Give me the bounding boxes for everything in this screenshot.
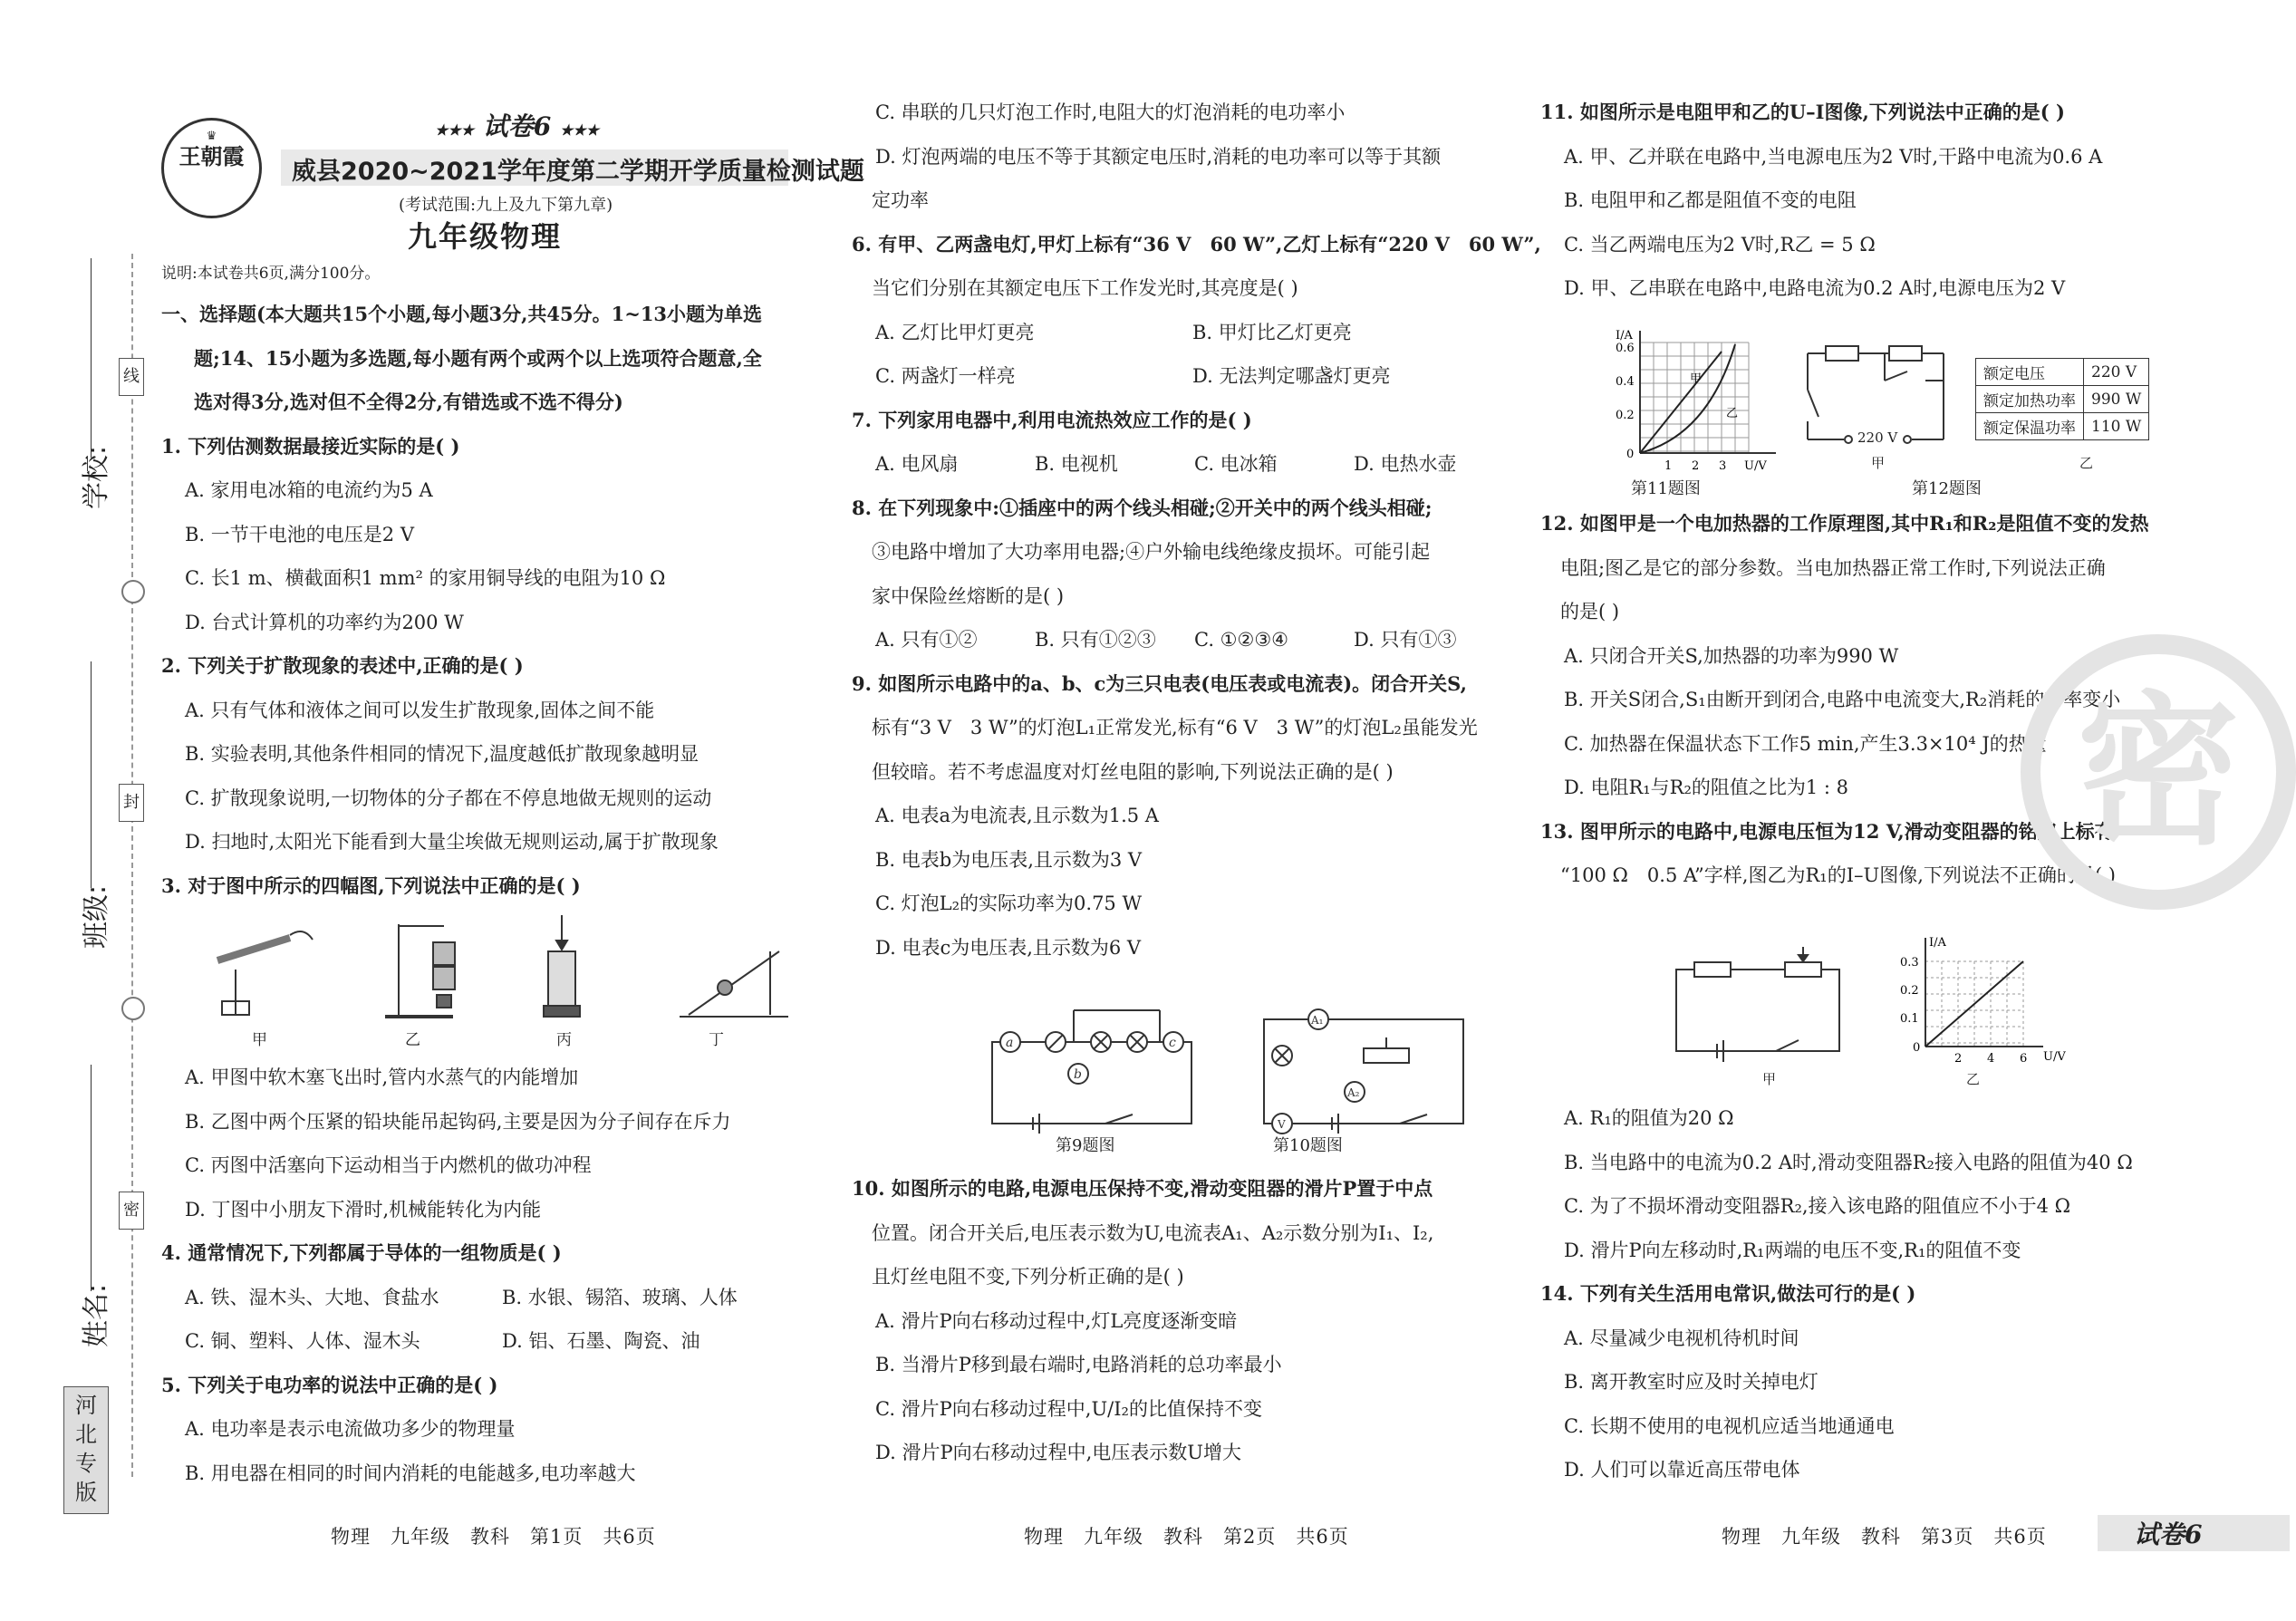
answer-option: C. 两盏灯一样亮 [875, 365, 1016, 387]
answer-option: B. 当滑片P移到最右端时,电路消耗的总功率最小 [875, 1354, 1282, 1375]
province-char: 北 [75, 1422, 97, 1447]
answer-option: C. 灯泡L₂的实际功率为0.75 W [875, 893, 1143, 914]
answer-option: A. 尽量减少电视机待机时间 [1564, 1327, 1799, 1349]
fig13-ylabel: I/A [1929, 936, 1946, 950]
fig12-sub-yi: 乙 [2079, 455, 2094, 471]
svg-text:A₁: A₁ [1311, 1014, 1324, 1027]
q3-caption-yi: 乙 [405, 1031, 420, 1049]
answer-option: C. 电冰箱 [1194, 453, 1278, 475]
column-2-continued [852, 1167, 1513, 1475]
answer-option: B. 水银、锡箔、玻璃、人体 [502, 1286, 738, 1308]
answer-option-row [852, 354, 1513, 399]
parameter-cell: 220 V [2084, 359, 2149, 386]
answer-option: C. ①②③④ [1194, 629, 1288, 651]
column-1-continued [161, 1056, 823, 1495]
fig13-iu-graph [1900, 936, 2066, 1066]
answer-option: A. 甲、乙并联在电路中,当电源电压为2 V时,干路中电流为0.6 A [1564, 145, 2103, 168]
parameter-cell: 额定保温功率 [1976, 413, 2084, 440]
brand-logo-text: 王朝霞 [178, 143, 245, 169]
circuit-fig10 [1264, 1009, 1463, 1134]
section-heading: 一、选择题(本大题共15个小题,每小题3分,共45分。1~13小题为单选 [161, 303, 763, 325]
province-char: 河 [75, 1393, 97, 1418]
answer-option: A. 只闭合开关S,加热器的功率为990 W [1564, 644, 1899, 667]
answer-option-row [852, 311, 1513, 355]
fig13-ytick: 0.3 [1900, 956, 1919, 970]
answer-option-row [852, 618, 1513, 662]
fig11-ytick: 0.2 [1616, 409, 1635, 422]
answer-option: A. 电表a为电流表,且示数为1.5 A [875, 805, 1159, 826]
parameter-cell: 110 W [2084, 413, 2149, 440]
fig11-label-jia: 甲 [1690, 372, 1703, 386]
answer-option: D. 滑片P向右移动过程中,电压表示数U增大 [875, 1442, 1241, 1463]
svg-text:b: b [1074, 1067, 1082, 1082]
question-stem: 12. 如图甲是一个电加热器的工作原理图,其中R₁和R₂是阻值不变的发热 [1540, 512, 2149, 535]
fig11-label-yi: 乙 [1726, 407, 1739, 420]
fig11-xtick: 1 [1664, 459, 1673, 473]
fig11-curve-yi [1640, 344, 1735, 453]
fig11-ui-graph [1599, 326, 1790, 485]
svg-text:a: a [1006, 1036, 1014, 1050]
column-1 [161, 293, 823, 908]
question-stem-continued: 位置。闭合开关后,电压表示数为U,电流表A₁、A₂示数分别为I₁、I₂, [872, 1221, 1434, 1244]
question-stem-continued: “100 Ω 0.5 A”字样,图乙为R₁的I–U图像,下列说法不正确的是( ) [1560, 864, 2116, 886]
answer-option: A. 家用电冰箱的电流约为5 A [185, 479, 433, 501]
fig13-xtick: 2 [1954, 1052, 1963, 1066]
svg-text:A₂: A₂ [1347, 1086, 1360, 1099]
answer-option: D. 台式计算机的功率约为200 W [185, 611, 464, 633]
fig9-caption: 第9题图 [1056, 1136, 1115, 1155]
answer-option: A. R₁的阻值为20 Ω [1564, 1107, 1734, 1129]
answer-option: B. 一节干电池的电压是2 V [185, 523, 414, 545]
page-footer-2: 物理 九年级 教科 第2页 共6页 [1024, 1526, 1349, 1548]
exam-scope: (考试范围:九上及九下第九章) [399, 196, 613, 215]
question-stem: 2. 下列关于扩散现象的表述中,正确的是( ) [161, 654, 524, 677]
answer-option: B. 用电器在相同的时间内消耗的电能越多,电功率越大 [185, 1462, 636, 1484]
fig13-sub-yi: 乙 [1966, 1071, 1981, 1087]
fig11-xlabel: U/V [1744, 459, 1767, 473]
fig11-ytick: 0 [1626, 448, 1635, 461]
answer-option: B. 乙图中两个压紧的铅块能吊起钩码,主要是因为分子间存在斥力 [185, 1110, 731, 1133]
fig13-ytick: 0 [1913, 1041, 1921, 1055]
parameter-cell: 额定电压 [1976, 359, 2084, 386]
answer-option-row [161, 1276, 823, 1320]
fig11-xtick: 3 [1719, 459, 1727, 473]
fig12-caption: 第12题图 [1912, 479, 1982, 498]
answer-option: A. 滑片P向右移动过程中,灯L亮度逐渐变暗 [875, 1309, 1238, 1332]
section-heading: 选对得3分,选对但不全得2分,有错选或不选不得分) [194, 391, 623, 413]
column-2 [852, 91, 1541, 970]
class-blank-line [91, 661, 92, 888]
question-stem: 3. 对于图中所示的四幅图,下列说法中正确的是( ) [161, 873, 581, 897]
binding-dash-line [131, 254, 133, 1477]
answer-option: B. 实验表明,其他条件相同的情况下,温度越低扩散现象越明显 [185, 743, 699, 765]
answer-option: D. 丁图中小朋友下滑时,机械能转化为内能 [185, 1198, 542, 1221]
answer-option: D. 电表c为电压表,且示数为6 V [875, 936, 1142, 959]
column-3 [1540, 91, 2229, 311]
question-stem: 6. 有甲、乙两盏电灯,甲灯上标有“36 V 60 W”,乙灯上标有“220 V 60 W”, [852, 232, 1541, 256]
fig11-xtick: 2 [1692, 459, 1700, 473]
answer-option: D. 只有①③ [1354, 629, 1457, 651]
subject-title: 九年级物理 [408, 219, 563, 254]
question-stem-continued: 标有“3 V 3 W”的灯泡L₁正常发光,标有“6 V 3 W”的灯泡L₂虽能发光 [872, 717, 1478, 738]
parameter-cell: 额定加热功率 [1976, 386, 2084, 413]
question-stem-continued: 当它们分别在其额定电压下工作发光时,其亮度是( ) [872, 277, 1298, 299]
answer-option: A. 铁、湿木头、大地、食盐水 [185, 1286, 439, 1308]
brand-logo [161, 118, 262, 218]
answer-option: D. 扫地时,太阳光下能看到大量尘埃做无规则运动,属于扩散现象 [185, 831, 719, 853]
answer-option: C. 加热器在保温状态下工作5 min,产生3.3×10⁴ J的热量 [1564, 732, 2047, 755]
question-stem-continued: 的是( ) [1560, 601, 1620, 622]
seal-mark-seal: 封 [119, 784, 144, 822]
answer-option: C. 丙图中活塞向下运动相当于内燃机的做功冲程 [185, 1154, 592, 1176]
answer-option: C. 为了不损坏滑动变阻器R₂,接入该电路的阻值应不小于4 Ω [1564, 1195, 2071, 1217]
fig13-xtick: 6 [2020, 1052, 2028, 1066]
question-stem: 1. 下列估测数据最接近实际的是( ) [161, 434, 460, 458]
question-stem-continued: 定功率 [872, 189, 929, 211]
crown-icon: ♛ [206, 130, 217, 143]
star-icon: ★★★ [435, 121, 475, 139]
fig13-sub-jia: 甲 [1762, 1071, 1777, 1087]
answer-option: C. 串联的几只灯泡工作时,电阻大的灯泡消耗的电功率小 [875, 101, 1346, 123]
answer-option: D. 电热水壶 [1354, 453, 1457, 475]
binding-hole-icon [121, 580, 145, 603]
figure-jia-test-tube [217, 931, 313, 1015]
answer-option: A. 只有①② [875, 629, 978, 651]
fig11-ytick: 0.6 [1616, 342, 1635, 355]
corner-tag: 试卷6 [2134, 1520, 2203, 1549]
question-stem-continued: 但较暗。若不考虑温度对灯丝电阻的影响,下列说法正确的是( ) [872, 760, 1394, 783]
column-3-final [1540, 1096, 2229, 1492]
fig13-ytick: 0.2 [1900, 984, 1919, 998]
page-footer-3: 物理 九年级 教科 第3页 共6页 [1722, 1526, 2047, 1548]
answer-option: D. 灯泡两端的电压不等于其额定电压时,消耗的电功率可以等于其额 [875, 145, 1442, 168]
answer-option: A. 乙灯比甲灯更亮 [875, 321, 1035, 343]
seal-mark-line: 线 [119, 358, 144, 396]
answer-option: C. 铜、塑料、人体、湿木头 [185, 1330, 420, 1352]
name-label: 姓名: [81, 1283, 113, 1348]
question-stem: 13. 图甲所示的电路中,电源电压恒为12 V,滑动变阻器的铭牌上标有 [1540, 819, 2114, 843]
answer-option: D. 电阻R₁与R₂的阻值之比为1 : 8 [1564, 777, 1849, 798]
answer-option: A. 电风扇 [875, 453, 959, 475]
question-stem: 8. 在下列现象中:①插座中的两个线头相碰;②开关中的两个线头相碰; [852, 496, 1433, 519]
answer-option-row [852, 442, 1513, 487]
school-label: 学校: [81, 445, 113, 510]
q3-caption-jia: 甲 [252, 1031, 267, 1049]
answer-option: B. 当电路中的电流为0.2 A时,滑动变阻器R₂接入电路的阻值为40 Ω [1564, 1151, 2133, 1173]
answer-option: B. 甲灯比乙灯更亮 [1192, 321, 1352, 343]
secret-seal-watermark: 密 [2021, 634, 2296, 910]
question-stem: 9. 如图所示电路中的a、b、c为三只电表(电压表或电流表)。闭合开关S, [852, 671, 1467, 695]
svg-text:c: c [1169, 1036, 1176, 1050]
province-char: 专 [75, 1451, 97, 1476]
answer-option: A. 甲图中软木塞飞出时,管内水蒸气的内能增加 [185, 1066, 579, 1088]
answer-option: A. 只有气体和液体之间可以发生扩散现象,固体之间不能 [185, 699, 655, 721]
answer-option: C. 扩散现象说明,一切物体的分子都在不停息地做无规则的运动 [185, 786, 712, 809]
binding-hole-icon [121, 997, 145, 1020]
answer-option: D. 滑片P向左移动时,R₁两端的电压不变,R₁的阻值不变 [1564, 1239, 2021, 1261]
figure-bing-piston [544, 915, 580, 1017]
parameter-row [1976, 386, 2149, 413]
answer-option: C. 当乙两端电压为2 V时,R乙 = 5 Ω [1564, 233, 1876, 256]
answer-option: B. 只有①②③ [1035, 629, 1156, 651]
figure-yi-lead-blocks [385, 924, 455, 1017]
answer-option: A. 电功率是表示电流做功多少的物理量 [185, 1418, 516, 1440]
answer-option-row [161, 1319, 823, 1364]
answer-option: B. 电表b为电压表,且示数为3 V [875, 848, 1143, 871]
province-char: 版 [75, 1480, 97, 1505]
answer-option: B. 离开教室时应及时关掉电灯 [1564, 1371, 1818, 1393]
answer-option: C. 长期不使用的电视机应适当地通通电 [1564, 1414, 1895, 1437]
figure-ding-slide [680, 951, 788, 1017]
paper-number-text: 试卷6 [482, 111, 552, 141]
fig12-circuit [1799, 335, 1971, 471]
fig12-parameter-table [1975, 358, 2149, 440]
fig11-caption: 第11题图 [1631, 479, 1701, 498]
class-label: 班级: [81, 884, 113, 950]
answer-option: C. 滑片P向右移动过程中,U/I₂的比值保持不变 [875, 1397, 1262, 1420]
answer-option: C. 长1 m、横截面积1 mm² 的家用铜导线的电阻为10 Ω [185, 567, 666, 589]
question-stem: 11. 如图所示是电阻甲和乙的U–I图像,下列说法中正确的是( ) [1540, 101, 2065, 123]
seal-mark-secret: 密 [119, 1192, 144, 1230]
svg-text:V: V [1278, 1118, 1286, 1131]
answer-option: D. 铝、石墨、陶瓷、油 [502, 1330, 700, 1352]
parameter-row [1976, 359, 2149, 386]
section-heading: 题;14、15小题为多选题,每小题有两个或两个以上选项符合题意,全 [194, 346, 762, 370]
question-stem: 4. 通常情况下,下列都属于导体的一组物质是( ) [161, 1241, 562, 1264]
question-stem: 5. 下列关于电功率的说法中正确的是( ) [161, 1373, 498, 1396]
fig11-ytick: 0.4 [1616, 375, 1635, 389]
q3-caption-bing: 丙 [556, 1031, 572, 1049]
parameter-cell: 990 W [2084, 386, 2149, 413]
fig13-xtick: 4 [1987, 1052, 1995, 1066]
name-blank-line [91, 1065, 92, 1291]
circuit-fig9 [992, 1010, 1191, 1134]
fig13-ytick: 0.1 [1900, 1012, 1919, 1026]
exam-note: 说明:本试卷共6页,满分100分。 [161, 265, 381, 283]
exam-title: 威县2020~2021学年度第二学期开学质量检测试题 [292, 158, 864, 186]
question-stem-continued: 且灯丝电阻不变,下列分析正确的是( ) [872, 1266, 1184, 1288]
q3-caption-ding: 丁 [709, 1031, 724, 1049]
fig11-grid [1640, 343, 1749, 453]
question-stem-continued: 电阻;图乙是它的部分参数。当电加热器正常工作时,下列说法正确 [1560, 556, 2106, 579]
q3-figures [181, 915, 797, 1033]
fig13-figures [1667, 933, 2066, 1078]
answer-option: B. 电视机 [1035, 453, 1118, 475]
answer-option: B. 电阻甲和乙都是阻值不变的电阻 [1564, 189, 1857, 211]
star-icon: ★★★ [560, 121, 600, 139]
question-stem: 10. 如图所示的电路,电源电压保持不变,滑动变阻器的滑片P置于中点 [852, 1177, 1433, 1200]
question-stem-continued: ③电路中增加了大功率用电器;④户外输电线绝缘皮损坏。可能引起 [872, 541, 1431, 563]
paper-number [435, 107, 599, 143]
fig11-ylabel: I/A [1616, 329, 1633, 343]
question-stem-continued: 家中保险丝熔断的是( ) [872, 584, 1065, 607]
answer-option: D. 人们可以靠近高压带电体 [1564, 1459, 1800, 1481]
province-edition-box [63, 1386, 109, 1514]
fig13-circuit [1676, 947, 1839, 1062]
page-footer-1: 物理 九年级 教科 第1页 共6页 [331, 1526, 656, 1548]
answer-option: B. 开关S闭合,S₁由断开到闭合,电路中电流变大,R₂消耗的功率变小 [1564, 689, 2121, 710]
question-stem: 7. 下列家用电器中,利用电流热效应工作的是( ) [852, 408, 1252, 431]
school-blank-line [91, 258, 92, 458]
fig12-voltage-label: 220 V [1857, 429, 1898, 446]
answer-option: D. 甲、乙串联在电路中,电路电流为0.2 A时,电源电压为2 V [1564, 277, 2066, 299]
fig12-sub-jia: 甲 [1871, 455, 1886, 471]
fig10-caption: 第10题图 [1273, 1136, 1343, 1155]
fig13-xlabel: U/V [2043, 1050, 2066, 1064]
answer-option: D. 无法判定哪盏灯更亮 [1192, 365, 1391, 387]
parameter-row [1976, 413, 2149, 440]
question-stem: 14. 下列有关生活用电常识,做法可行的是( ) [1540, 1282, 1916, 1305]
